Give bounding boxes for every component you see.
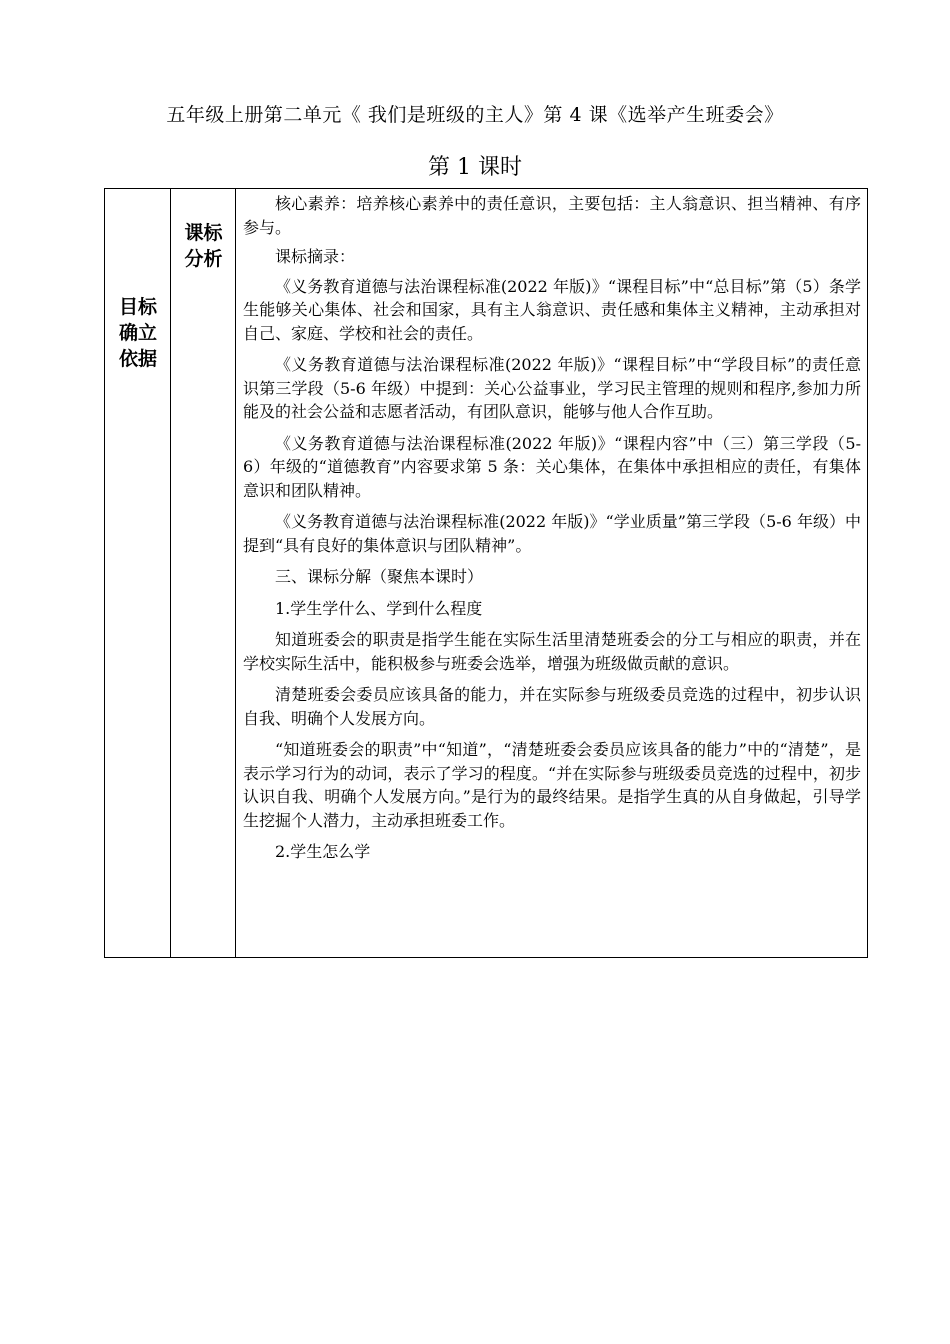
paragraph-abilities: 清楚班委会委员应该具备的能力，并在实际参与班级委员竞选的过程中，初步认识自我、明确个人发展方向。 (243, 685, 861, 728)
paragraph-overall-goal: 《义务教育道德与法治课程标准(2022 年版)》“课程目标”中“总目标”第（5）条学生能够关心集体、社会和国家，具有主人翁意识、责任感和集体主义精神，主动承担对自己、家庭、学校和社会的责任。 (243, 276, 861, 343)
curriculum-analysis-label: 课标 分析 (184, 222, 223, 270)
paragraph-duties: 知道班委会的职责是指学生能在实际生活里清楚班委会的分工与相应的职责，并在学校实际生活中，能积极参与班委会选举，增强为班级做贡献的意识。 (243, 630, 861, 673)
document-subtitle: 第 1 课时 (428, 155, 522, 180)
lesson-table (104, 188, 868, 958)
column-objective-basis (105, 189, 171, 957)
paragraph-course-content: 《义务教育道德与法治课程标准(2022 年版)》“课程内容”中（三）第三学段（5-6）年级的“道德教育”内容要求第 5 条：关心集体，在集体中承担相应的责任，有集体意识和团队精神。 (243, 433, 861, 500)
objective-basis-label: 目标 确立 依据 (118, 296, 157, 370)
paragraph-stage-goal: 《义务教育道德与法治课程标准(2022 年版)》“课程目标”中“学段目标”的责任意识第三学段（5-6 年级）中提到：关心公益事业，学习民主管理的规则和程序,参加力所能及的社会公益和志愿者活动，有团队意识，能够与他人合作互助。 (243, 355, 861, 421)
paragraph-section-three: 三、课标分解（聚焦本课时） (275, 567, 484, 586)
paragraph-subheading-how: 2.学生怎么学 (275, 842, 371, 861)
paragraph-academic-quality: 《义务教育道德与法治课程标准(2022 年版)》“学业质量”第三学段（5-6 年级）中提到“具有良好的集体意识与团队精神”。 (243, 512, 861, 555)
document-title: 五年级上册第二单元《 我们是班级的主人》第 4 课《选举产生班委会》 (166, 104, 784, 126)
content-cell (243, 192, 861, 872)
column-curriculum-analysis (171, 189, 236, 957)
paragraph-core-literacy: 核心素养：培养核心素养中的责任意识，主要包括：主人翁意识、担当精神、有序参与。 (243, 194, 861, 237)
paragraph-excerpt-heading: 课标摘录： (275, 247, 356, 266)
paragraph-verbs-analysis: “知道班委会的职责”中“知道”，“清楚班委会委员应该具备的能力”中的“清楚”，是表示学习行为的动词，表示了学习的程度。“并在实际参与班级委员竞选的过程中，初步认识自我、明确个人发展方向。”是行为的最终结果。是指学生真的从自身做起，引导学生挖掘个人潜力，主动承担班委工作。 (243, 740, 861, 830)
paragraph-subheading-what: 1.学生学什么、学到什么程度 (275, 598, 483, 618)
